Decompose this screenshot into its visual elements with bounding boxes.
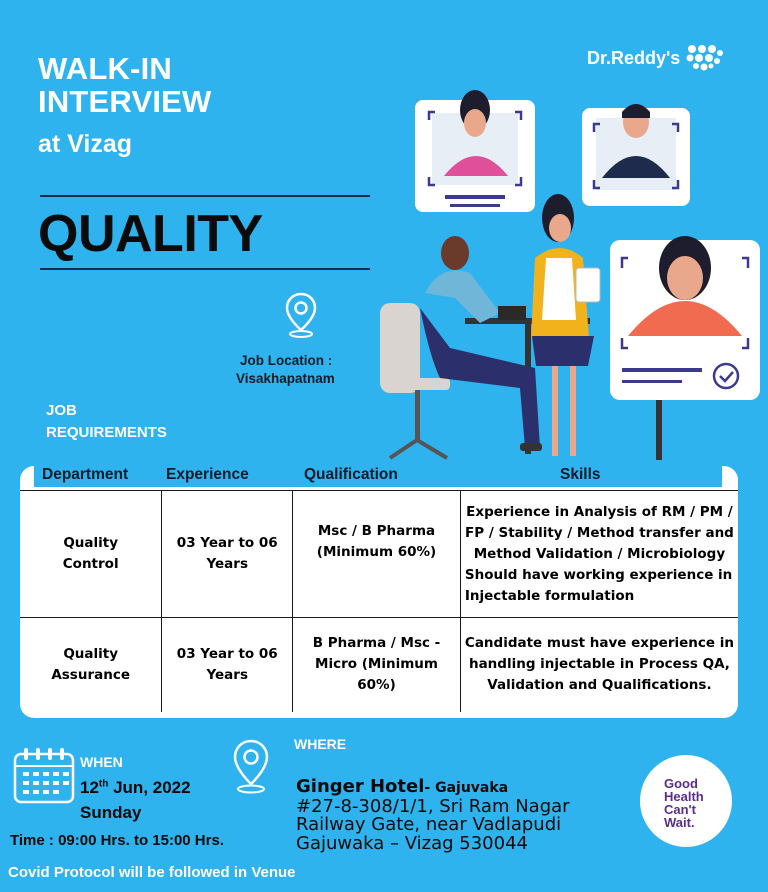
title-line-1: WALK-IN bbox=[38, 51, 172, 86]
covid-note: Covid Protocol will be followed in Venue bbox=[8, 864, 296, 881]
city-subtitle: at Vizag bbox=[38, 130, 133, 158]
cell-department: Quality Assurance bbox=[20, 618, 162, 712]
job-location bbox=[236, 352, 335, 388]
divider-top bbox=[40, 195, 370, 197]
title-line-2: INTERVIEW bbox=[38, 84, 212, 119]
interview-illustration bbox=[370, 78, 765, 468]
cell-qualification: Msc / B Pharma (Minimum 60%) bbox=[293, 491, 461, 618]
where-label: WHERE bbox=[294, 736, 347, 752]
venue-address-line-3: Gajuwaka – Vizag 530044 bbox=[296, 832, 528, 854]
cell-experience: 03 Year to 06 Years bbox=[162, 491, 293, 618]
event-date bbox=[80, 778, 191, 798]
event-time: Time : 09:00 Hrs. to 15:00 Hrs. bbox=[10, 832, 224, 849]
event-date-day: 12 bbox=[80, 778, 99, 797]
job-location-value: Visakhapatnam bbox=[236, 371, 335, 386]
location-pin-icon bbox=[285, 292, 317, 338]
cell-skills: Experience in Analysis of RM / PM / FP / Stability / Method transfer and Method Validation / Microbiology Should have working experience in Injectable formulation bbox=[460, 491, 738, 618]
requirements-table bbox=[20, 490, 738, 712]
column-header-experience: Experience bbox=[166, 466, 249, 483]
requirements-heading bbox=[46, 400, 167, 444]
table-row bbox=[20, 491, 738, 618]
column-header-qualification: Qualification bbox=[304, 466, 398, 483]
when-label: WHEN bbox=[80, 754, 123, 770]
tagline-badge: Good Health Can't Wait. bbox=[640, 755, 732, 847]
calendar-icon bbox=[12, 746, 76, 806]
cell-department: Quality Control bbox=[20, 491, 162, 618]
requirements-heading-line-1: JOB bbox=[46, 402, 77, 419]
column-header-skills: Skills bbox=[560, 466, 601, 483]
cell-experience: 03 Year to 06 Years bbox=[162, 618, 293, 712]
venue-hotel: Ginger Hotel bbox=[296, 776, 425, 797]
venue-address-line-1: #27-8-308/1/1, Sri Ram Nagar bbox=[296, 795, 570, 817]
requirements-heading-line-2: REQUIREMENTS bbox=[46, 424, 167, 441]
brand-heart-icon bbox=[684, 43, 726, 73]
venue-area: - Gajuvaka bbox=[424, 780, 509, 796]
divider-bottom bbox=[40, 268, 370, 270]
department-banner: QUALITY bbox=[38, 205, 263, 263]
venue-pin-icon bbox=[232, 738, 270, 794]
column-header-department: Department bbox=[42, 466, 129, 483]
cell-skills: Candidate must have experience in handling injectable in Process QA, Validation and Qualifications. bbox=[460, 618, 738, 712]
venue-address bbox=[296, 778, 570, 853]
poster-title bbox=[38, 52, 211, 118]
event-date-month-year: Jun, 2022 bbox=[108, 778, 191, 797]
brand-logo-text: Dr.Reddy's bbox=[587, 47, 681, 68]
brand-logo bbox=[587, 43, 726, 73]
event-weekday: Sunday bbox=[80, 803, 142, 822]
job-location-label: Job Location : bbox=[240, 353, 333, 368]
cell-qualification: B Pharma / Msc - Micro (Minimum 60%) bbox=[293, 618, 461, 712]
venue-address-line-2: Railway Gate, near Vadlapudi bbox=[296, 814, 562, 835]
event-date-suffix: th bbox=[98, 778, 109, 790]
table-row bbox=[20, 618, 738, 712]
